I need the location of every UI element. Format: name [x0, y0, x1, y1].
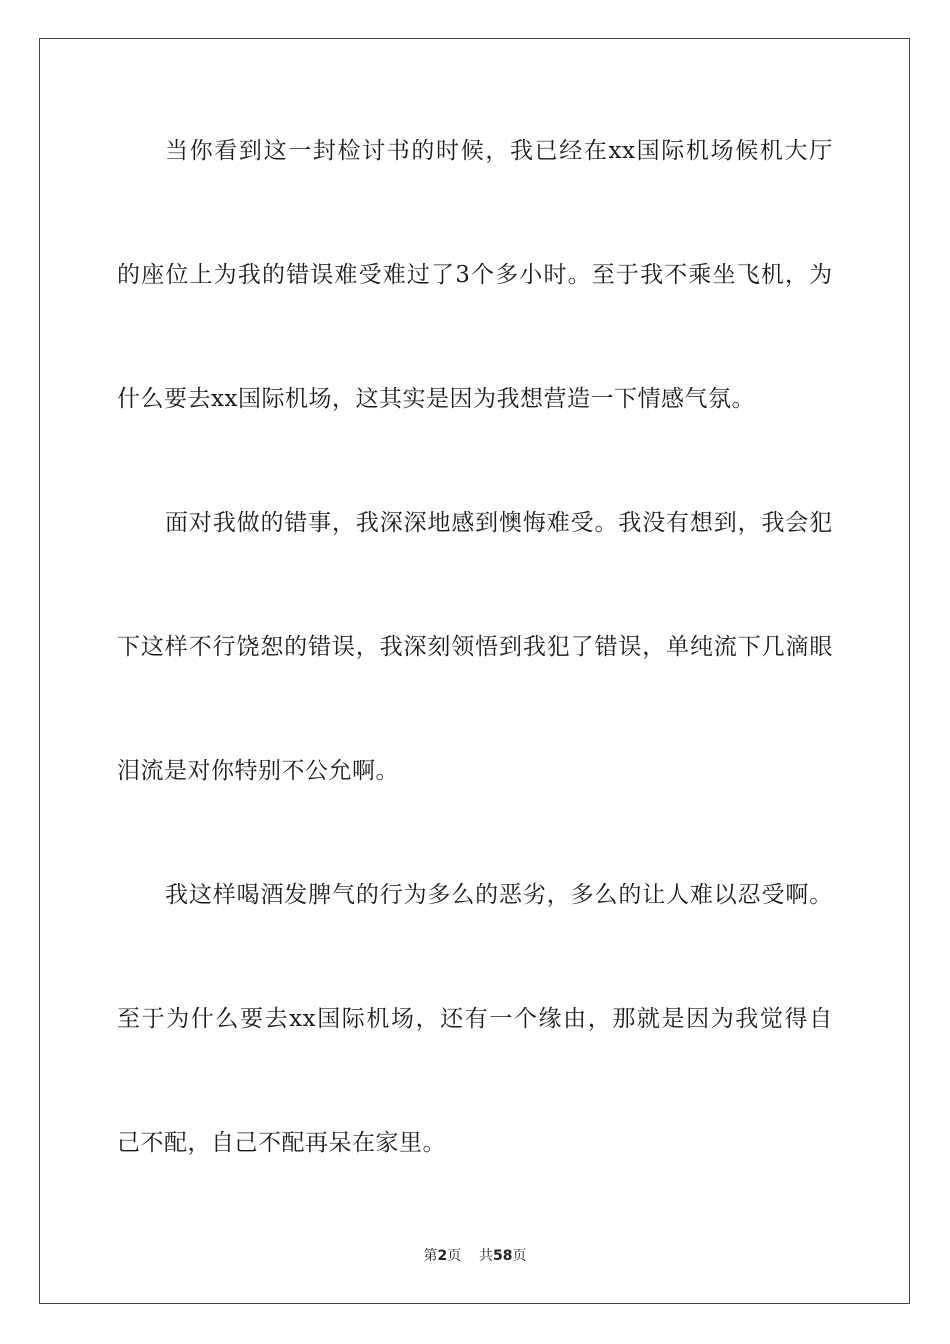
paragraph-2-line-3: 泪流是对你特别不公允啊。 [117, 758, 399, 784]
paragraph-1-line-3: 什么要去xx国际机场，这其实是因为我想营造一下情感气氛。 [117, 386, 755, 412]
page-suffix: 页 [447, 1248, 462, 1264]
page-number: 2 [437, 1248, 448, 1264]
page-footer [0, 1245, 950, 1265]
paragraph-2-line-1: 面 对 我 做 的 错 事 ， 我 深 深 地 感 到 懊 悔 难 受 。 我 没 有 想 到 ， 我 会 犯 [165, 510, 833, 536]
total-pages: 58 [493, 1248, 513, 1264]
paragraph-1-line-1: 当 你 看 到 这 一 封 检 讨 书 的 时 候 ， 我 已 经 在 xx 国 际 机 场 候 机 大 厅 [165, 138, 833, 164]
paragraph-3-line-3: 己不配，自己不配再呆在家里。 [117, 1130, 446, 1156]
total-suffix: 页 [512, 1248, 527, 1264]
paragraph-1-line-2: 的 座 位 上 为 我 的 错 误 难 受 难 过 了 3 个 多 小 时 。 至 于 我 不 乘 坐 飞 机 ， 为 [117, 262, 833, 288]
total-prefix: 共 [479, 1248, 494, 1264]
paragraph-3-line-1: 我 这 样 喝 酒 发 脾 气 的 行 为 多 么 的 恶 劣 ， 多 么 的 让 人 难 以 忍 受 啊 。 [165, 882, 833, 908]
paragraph-3-line-2: 至 于 为 什 么 要 去 xx 国 际 机 场 ， 还 有 一 个 缘 由 ， 那 就 是 因 为 我 觉 得 自 [117, 1006, 833, 1032]
page-border [39, 38, 910, 1304]
paragraph-2-line-2: 下 这 样 不 行 饶 恕 的 错 误 ， 我 深 刻 领 悟 到 我 犯 了 错 误 ， 单 纯 流 下 几 滴 眼 [117, 634, 833, 660]
page-prefix: 第 [423, 1248, 438, 1264]
